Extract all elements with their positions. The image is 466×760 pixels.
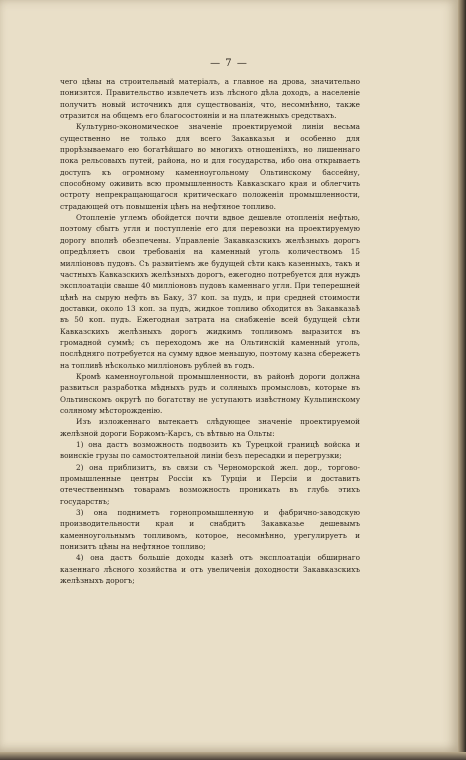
paragraph: Отопленіе углемъ обойдется почти вдвое дешевле отопленія нефтью, поэтому сбытъ угля и поступленіе его для перевозки на проектируемую дорогу вполнѣ обезпечены. Управленіе Закавказскихъ желѣзныхъ дорогъ опредѣляетъ свои требованія на каменный уголь количествомъ 15 милліоновъ пудовъ. Съ развитіемъ же будущей сѣти какъ казенныхъ, такъ и частныхъ Кавказскихъ желѣзныхъ дорогъ, ежегодно потребуется для нуждъ эксплоатаціи свыше 40 милліоновъ пудовъ каменнаго угля. При теперешней цѣнѣ на сырую нефть въ Баку, 37 коп. за пудъ, и при средней стоимости доставки, около 13 коп. за пудъ, жидкое топливо обходится въ Закавказьѣ въ 50 коп. пудъ. Ежегодная затрата на снабженіе всей будущей сѣти Кавказскихъ желѣзныхъ дорогъ жидкимъ топливомъ выразится въ громадной суммѣ; съ переходомъ же на Ольтинскій каменный уголь, послѣдняго потребуется на сумму вдвое меньшую, поэтому казна сбережетъ на топливѣ нѣсколько милліоновъ рублей въ годъ. xyxy=(60,213,360,370)
list-item: 4) она дастъ большіе доходы казнѣ отъ эксплоатаціи обширнаго казеннаго лѣсного хозяйства и отъ увеличенія доходности Закавказскихъ желѣзныхъ дорогъ; xyxy=(60,553,360,586)
list-item: 3) она подниметъ горнопромышленную и фабрично-заводскую производительности края и снабдитъ Закавказье дешевымъ каменноугольнымъ топливомъ, которое, несомнѣнно, урегулируетъ и понизитъ цѣны на нефтяное топливо; xyxy=(60,508,360,552)
paragraph: чего цѣны на строительный матеріалъ, а главное на дрова, значительно понизятся. Правительство извлечетъ изъ лѣсного дѣла доходъ, а населеніе получитъ новый источникъ для существованія, что, несомнѣнно, также отразится на общемъ его благосостояніи и на платежныхъ средствахъ. xyxy=(60,77,360,121)
page-edge-right xyxy=(458,0,466,760)
page-number: — 7 — xyxy=(210,58,248,69)
list-item: 1) она дастъ возможность подвозить къ Турецкой границѣ войска и воинскіе грузы по самостоятельной линіи безъ пересадки и перегрузки; xyxy=(60,440,360,461)
body-text xyxy=(60,76,360,586)
page-edge-bottom xyxy=(0,752,466,760)
paragraph: Кромѣ каменноугольной промышленности, въ районѣ дороги должна развиться разработка мѣдныхъ рудъ и соляныхъ промысловъ, которые въ Ольтинскомъ округѣ по богатству не уступаютъ извѣстному Кульпинскому соляному мѣсторожденію. xyxy=(60,371,360,415)
paragraph: Культурно-экономическое значеніе проектируемой линіи весьма существенно не только для всего Закавказья и особенно для прорѣзываемаго ею богатѣйшаго во многихъ отношеніяхъ, но лишеннаго пока рельсовыхъ путей, района, но и для государства, ибо она открываетъ доступъ къ огромному каменноугольному Ольтинскому бассейну, способному оживить всю промышленность Кавказскаго края и облегчить остроту непрекращающагося критическаго положенія промышленности, страдающей отъ повышенія цѣнъ на нефтяное топливо. xyxy=(60,122,360,211)
paragraph: Изъ изложеннаго вытекаетъ слѣдующее значеніе проектируемой желѣзной дороги Боржомъ-Карсъ, съ вѣтвью на Ольты: xyxy=(60,417,360,438)
list-item: 2) она приблизитъ, въ связи съ Черноморской жел. дор., торгово-промышленные центры Россіи къ Турціи и Персіи и доставитъ отечественнымъ товарамъ возможность проникать въ глубь этихъ государствъ; xyxy=(60,462,360,506)
